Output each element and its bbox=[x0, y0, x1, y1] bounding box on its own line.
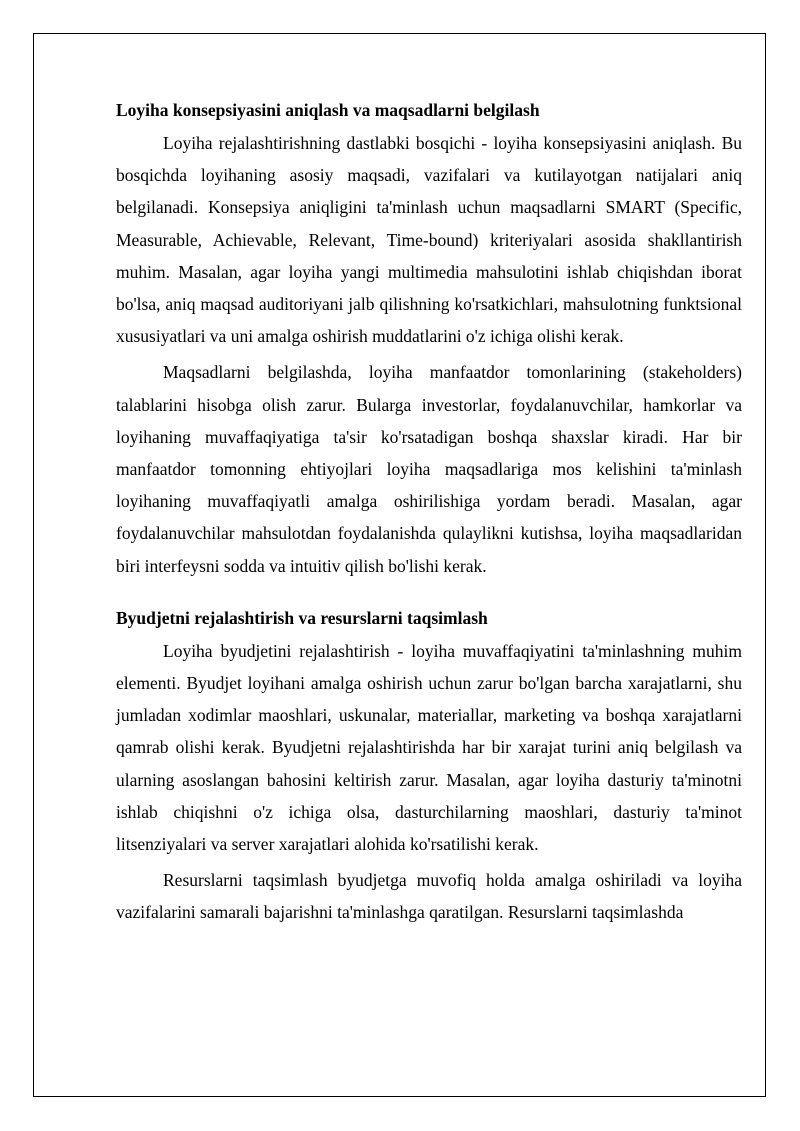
paragraph: Resurslarni taqsimlash byudjetga muvofiq holda amalga oshiriladi va loyiha vazifalarini samarali bajarishni ta'minlashga qaratilgan. Resurslarni taqsimlashda bbox=[116, 870, 742, 923]
paragraph: Loyiha byudjetini rejalashtirish - loyiha muvaffaqiyatini ta'minlashning muhim elementi. Byudjet loyihani amalga oshirish uchun zarur bo'lgan barcha xarajatlarni, shu jumladan xodimlar maoshlari, uskunalar, materiallar, marketing va boshqa xarajatlarni qamrab olishi kerak. Byudjetni rejalashtirishda har bir xarajat turini aniq belgilash va ularning asoslangan bahosini keltirish zarur. Masalan, agar loyiha dasturiy ta'minotni ishlab chiqishni o'z ichiga olsa, dasturchilarning maoshlari, dasturiy ta'minot litsenziyalari va server xarajatlari alohida ko'rsatilishi kerak. bbox=[116, 640, 742, 855]
paragraph: Loyiha rejalashtirishning dastlabki bosqichi - loyiha konsepsiyasini aniqlash. Bu bosqichda loyihaning asosiy maqsadi, vazifalari va kutilayotgan natijalari aniq belgilanadi. Konsepsiya aniqligini ta'minlash uchun maqsadlarni SMART (Specific, Measurable, Achievable, Relevant, Time-bound) kriteriyalari asosida shakllantirish muhim. Masalan, agar loyiha yangi multimedia mahsulotini ishlab chiqishdan iborat bo'lsa, aniq maqsad auditoriyani jalb qilishning ko'rsatkichlari, mahsulotning funktsional xususiyatlari va uni amalga oshirish muddatlarini o'z ichiga olishi kerak. bbox=[116, 133, 742, 347]
document-body bbox=[116, 99, 742, 933]
paragraph: Maqsadlarni belgilashda, loyiha manfaatdor tomonlarining (stakeholders) talablarini hisobga olish zarur. Bularga investorlar, foydalanuvchilar, hamkorlar va loyihaning muvaffaqiyatiga ta'sir ko'rsatadigan boshqa shaxslar kiradi. Har bir manfaatdor tomonning ehtiyojlari loyiha maqsadlariga mos kelishini ta'minlash loyihaning muvaffaqiyatli amalga oshirilishiga yordam beradi. Masalan, agar foydalanuvchilar mahsulotdan foydalanishda qulaylikni kutishsa, loyiha maqsadlaridan biri interfeysni sodda va intuitiv qilish bo'lishi kerak. bbox=[116, 362, 742, 576]
section-heading-budget: Byudjetni rejalashtirish va resurslarni taqsimlash bbox=[116, 607, 488, 628]
section-heading-concept: Loyiha konsepsiyasini aniqlash va maqsadlarni belgilash bbox=[116, 100, 540, 120]
